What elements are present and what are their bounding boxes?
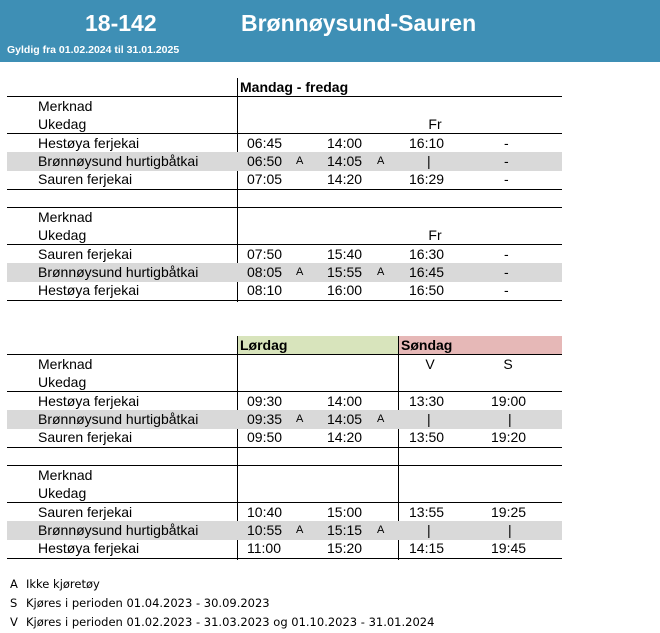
weekday-day-header: Mandag - fredag: [240, 79, 349, 95]
table-row: [7, 263, 562, 282]
weekday-timetable: [7, 78, 563, 302]
stop-name: Brønnøysund hurtigbåtkai: [38, 411, 199, 427]
legend-text: Kjøres i perioden 01.02.2023 - 31.03.2023 og 01.10.2023 - 31.01.2024: [26, 615, 435, 629]
stop-name: Sauren ferjekai: [38, 246, 133, 262]
validity-period: Gyldig fra 01.02.2024 til 31.01.2025: [7, 44, 180, 56]
saturday-header: Lørdag: [237, 336, 398, 354]
table-row: [7, 134, 562, 153]
departure-time: |: [427, 153, 431, 169]
departure-time: 10:55: [247, 522, 283, 538]
legend-text: Ikke kjøretøy: [26, 577, 100, 591]
ukedag-label: Ukedag: [38, 227, 87, 243]
route-name: Brønnøysund-Sauren: [241, 10, 477, 36]
departure-time: |: [427, 522, 431, 538]
note-mark: A: [296, 155, 304, 167]
departure-time: 06:45: [247, 135, 283, 151]
header-row: [7, 373, 562, 392]
departure-time: 06:50: [247, 153, 283, 169]
departure-time: 09:35: [247, 411, 283, 427]
weekend-timetable: [7, 336, 563, 560]
departure-time: -: [504, 264, 509, 280]
table-rule: [7, 447, 562, 448]
table-row: [7, 245, 562, 264]
departure-time: |: [508, 411, 512, 427]
merknad-label: Merknad: [38, 209, 93, 225]
departure-time: 19:20: [491, 429, 527, 445]
note-mark: A: [296, 413, 304, 425]
departure-time: |: [427, 411, 431, 427]
header-row: [7, 226, 562, 245]
legend-code: S: [10, 596, 18, 610]
departure-time: 19:25: [491, 504, 527, 520]
departure-time: 15:40: [327, 246, 363, 262]
merknad-label: Merknad: [38, 356, 93, 372]
table-row: [7, 428, 562, 447]
departure-time: 11:00: [247, 540, 281, 556]
departure-time: 09:50: [247, 429, 283, 445]
weekday-mark: Fr: [428, 227, 442, 243]
stop-name: Brønnøysund hurtigbåtkai: [38, 264, 199, 280]
departure-time: 13:55: [409, 504, 445, 520]
header-row: [7, 208, 562, 227]
timetable-header: [0, 0, 660, 62]
departure-time: 10:40: [247, 504, 283, 520]
note-mark: A: [377, 524, 385, 536]
note-s: S: [503, 356, 513, 372]
departure-time: 15:20: [327, 540, 363, 556]
weekday-mark: Fr: [428, 116, 442, 132]
table-rule: [7, 558, 562, 559]
departure-time: 09:30: [247, 393, 283, 409]
table-rule: [7, 189, 562, 190]
legend-text: Kjøres i perioden 01.04.2023 - 30.09.2023: [26, 596, 270, 610]
table-row: [7, 170, 562, 189]
departure-time: -: [504, 153, 509, 169]
note-mark: A: [377, 155, 385, 167]
note-mark: A: [377, 413, 385, 425]
departure-time: 07:50: [247, 246, 283, 262]
departure-time: 15:00: [327, 504, 363, 520]
ukedag-label: Ukedag: [38, 374, 87, 390]
note-mark: A: [377, 266, 385, 278]
note-mark: A: [296, 266, 304, 278]
table-row: [7, 521, 562, 540]
table-row: [7, 503, 562, 522]
departure-time: |: [508, 522, 512, 538]
table-row: [7, 410, 562, 429]
departure-time: -: [504, 135, 509, 151]
note-v: V: [425, 356, 435, 372]
departure-time: 14:05: [327, 411, 363, 427]
header-row: [7, 484, 562, 503]
departure-time: 14:00: [327, 135, 363, 151]
departure-time: 15:15: [327, 522, 363, 538]
departure-time: 13:30: [409, 393, 445, 409]
departure-time: -: [504, 246, 509, 262]
sunday-header: Søndag: [398, 336, 562, 354]
legend-code: V: [10, 615, 18, 629]
header-row: [7, 97, 562, 116]
departure-time: -: [504, 282, 509, 298]
table-rule: [7, 300, 562, 301]
departure-time: 19:00: [491, 393, 527, 409]
stop-name: Sauren ferjekai: [38, 429, 133, 445]
stop-name: Sauren ferjekai: [38, 504, 133, 520]
header-row: [7, 466, 562, 485]
stop-name: Brønnøysund hurtigbåtkai: [38, 153, 199, 169]
departure-time: 08:05: [247, 264, 283, 280]
departure-time: 08:10: [247, 282, 283, 298]
departure-time: 16:00: [327, 282, 363, 298]
departure-time: 07:05: [247, 171, 283, 187]
stop-name: Brønnøysund hurtigbåtkai: [38, 522, 199, 538]
departure-time: 14:15: [409, 540, 445, 556]
legend-code: A: [10, 577, 18, 591]
route-number: 18-142: [85, 10, 157, 36]
ukedag-label: Ukedag: [38, 116, 87, 132]
departure-time: 14:20: [327, 429, 363, 445]
stop-name: Hestøya ferjekai: [38, 540, 140, 556]
header-row: [7, 115, 562, 134]
table-row: [7, 281, 562, 300]
departure-time: 13:50: [409, 429, 445, 445]
stop-name: Sauren ferjekai: [38, 171, 133, 187]
table-row: [7, 152, 562, 171]
merknad-label: Merknad: [38, 467, 93, 483]
departure-time: 16:10: [409, 135, 445, 151]
table-row: [7, 539, 562, 558]
merknad-label: Merknad: [38, 98, 93, 114]
departure-time: 16:50: [409, 282, 445, 298]
header-row: [7, 355, 562, 374]
departure-time: 14:00: [327, 393, 363, 409]
departure-time: 16:29: [409, 171, 445, 187]
departure-time: 16:45: [409, 264, 445, 280]
departure-time: 15:55: [327, 264, 363, 280]
departure-time: 14:05: [327, 153, 363, 169]
note-mark: A: [296, 524, 304, 536]
stop-name: Hestøya ferjekai: [38, 393, 140, 409]
ukedag-label: Ukedag: [38, 485, 87, 501]
departure-time: -: [504, 171, 509, 187]
table-row: [7, 392, 562, 411]
departure-time: 19:45: [491, 540, 527, 556]
stop-name: Hestøya ferjekai: [38, 282, 140, 298]
departure-time: 16:30: [409, 246, 445, 262]
stop-name: Hestøya ferjekai: [38, 135, 140, 151]
departure-time: 14:20: [327, 171, 363, 187]
